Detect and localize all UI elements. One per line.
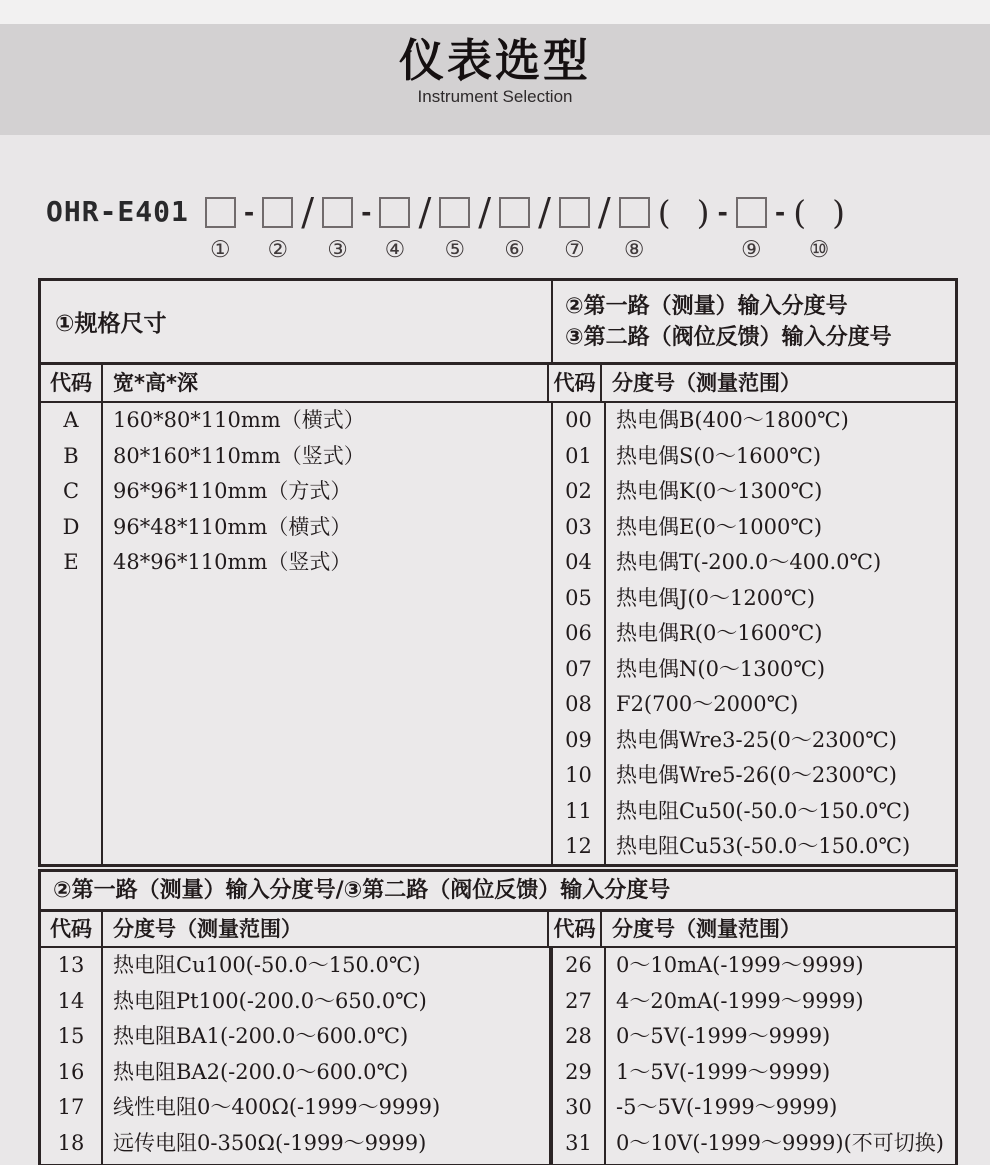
- code-cell: D: [62, 514, 80, 539]
- code-column: [41, 948, 103, 1164]
- code-cell: 02: [565, 479, 592, 503]
- desc-cell: 热电阻Cu100(-50.0～150.0℃): [113, 953, 421, 977]
- model-separator-unit: [717, 191, 727, 266]
- table2-section-header: ②第一路（测量）输入分度号/③第二路（阀位反馈）输入分度号: [41, 872, 955, 912]
- code-cell: 18: [57, 1130, 85, 1155]
- header-input-channels: [553, 281, 955, 362]
- model-box: [559, 197, 590, 228]
- slash-separator: /: [478, 190, 492, 234]
- desc-cell: 热电阻BA2(-200.0～600.0℃): [113, 1059, 409, 1084]
- header-channel1: ②第一路（测量）输入分度号: [565, 293, 848, 319]
- desc-cell: 热电偶E(0～1000℃): [616, 514, 823, 539]
- header-channel2: ③第二路（阀位反馈）输入分度号: [565, 324, 892, 350]
- top-strip: [0, 0, 990, 24]
- desc-cell: 热电偶B(400～1800℃): [616, 408, 849, 432]
- model-box-unit: [205, 191, 236, 266]
- code-cell: 01: [565, 443, 592, 468]
- dash-separator: -: [717, 197, 728, 227]
- circle-label: ⑧: [623, 237, 645, 263]
- input-desc-column: [606, 403, 955, 864]
- circle-label: ③: [327, 237, 348, 263]
- code-cell: 31: [565, 1130, 592, 1155]
- dash-separator: -: [774, 197, 786, 227]
- column-header-code: 代码: [41, 365, 103, 401]
- input-code-column: [553, 403, 606, 864]
- model-box-unit: [559, 191, 590, 266]
- circle-label: ①: [210, 237, 231, 263]
- desc-cell: 1～5V(-1999～9999): [616, 1059, 831, 1084]
- column-header-dimensions: 宽*高*深: [103, 365, 549, 401]
- slash-separator: /: [418, 190, 432, 234]
- desc-cell: 热电偶J(0～1200℃): [616, 585, 816, 610]
- desc-cell: 热电偶K(0～1300℃): [616, 479, 823, 503]
- model-box: [379, 197, 410, 228]
- model-box-unit: [379, 191, 410, 266]
- codes-13-18-section: [41, 948, 553, 1164]
- code-cell: E: [63, 550, 79, 574]
- model-separator-unit: [418, 191, 431, 266]
- model-separator-unit: [244, 191, 254, 266]
- code-cell: 26: [565, 953, 592, 977]
- page-title: 仪表选型: [398, 34, 591, 87]
- desc-cell: -5～5V(-1999～9999): [616, 1095, 838, 1119]
- desc-cell: 0～10V(-1999～9999)(不可切换): [616, 1130, 945, 1155]
- model-prefix: OHR-E401: [46, 195, 189, 228]
- desc-cell: 热电偶Wre3-25(0～2300℃): [616, 727, 897, 752]
- paren-group: [793, 191, 845, 266]
- desc-cell: 热电偶T(-200.0～400.0℃): [616, 550, 882, 574]
- model-box-unit: [439, 191, 470, 266]
- model-separator-unit: [361, 191, 371, 266]
- model-box: [262, 197, 293, 228]
- header-band: [0, 24, 990, 135]
- close-paren: ): [832, 192, 845, 232]
- model-box: [736, 197, 767, 228]
- model-separator-unit: [301, 191, 314, 266]
- code-cell: 29: [565, 1059, 592, 1084]
- model-separator-unit: [478, 191, 491, 266]
- column-header-code: 代码: [41, 912, 103, 946]
- circle-label: ⑩: [808, 237, 830, 263]
- desc-cell: 热电阻Pt100(-200.0～650.0℃): [113, 988, 427, 1013]
- size-code-column: [41, 403, 103, 864]
- desc-cell: 热电偶Wre5-26(0～2300℃): [616, 763, 897, 787]
- open-paren: (: [793, 192, 807, 232]
- table2-data: [41, 948, 955, 1164]
- column-header-range: 分度号（测量范围）: [612, 371, 801, 395]
- code-cell: 14: [57, 988, 85, 1013]
- circle-label: ⑥: [504, 237, 525, 263]
- size-desc-column: [103, 403, 551, 864]
- desc-cell: 96*48*110mm（横式）: [113, 514, 352, 539]
- desc-cell: 80*160*110mm（竖式）: [113, 443, 365, 468]
- code-cell: 13: [57, 953, 85, 977]
- code-cell: 30: [565, 1095, 592, 1119]
- dash-separator: -: [361, 197, 372, 227]
- code-cell: 08: [565, 692, 592, 716]
- code-cell: 10: [565, 763, 592, 787]
- code-cell: 11: [565, 798, 592, 823]
- model-box-unit: [736, 191, 767, 266]
- codes-26-31-section: [553, 948, 955, 1164]
- model-box: [439, 197, 470, 228]
- code-cell: 12: [565, 834, 592, 858]
- size-codes-section: [41, 403, 553, 864]
- desc-cell: 热电偶N(0～1300℃): [616, 656, 826, 681]
- slash-separator: /: [538, 190, 551, 234]
- table1-subheader-row: [41, 365, 955, 403]
- code-cell: 16: [57, 1059, 85, 1084]
- model-separator-unit: [775, 191, 785, 266]
- desc-cell: 96*96*110mm（方式）: [113, 479, 352, 503]
- code-cell: 17: [57, 1095, 85, 1119]
- code-cell: 05: [565, 585, 592, 610]
- input-codes-table-2: [38, 869, 958, 1165]
- code-cell: A: [63, 408, 79, 432]
- desc-cell: 0～5V(-1999～9999): [616, 1024, 831, 1048]
- desc-cell: 热电偶S(0～1600℃): [616, 443, 822, 468]
- table1-data: [41, 403, 955, 864]
- table1-header-row: [41, 281, 955, 365]
- circle-label: ⑤: [444, 237, 466, 263]
- model-box-unit: [619, 191, 650, 266]
- close-paren: ): [696, 192, 710, 232]
- code-cell: B: [63, 443, 79, 468]
- desc-cell: F2(700～2000℃): [616, 692, 799, 716]
- dash-separator: -: [243, 197, 255, 227]
- code-cell: 00: [565, 408, 592, 432]
- model-code-line: [46, 191, 990, 266]
- model-box-unit: [499, 191, 530, 266]
- desc-column: [103, 948, 549, 1164]
- spec-and-input-table: [38, 278, 958, 867]
- code-cell: 03: [565, 514, 592, 539]
- model-box: [205, 197, 236, 228]
- model-separator-unit: [598, 191, 611, 266]
- code-column: [553, 948, 606, 1164]
- model-box: [499, 197, 530, 228]
- desc-cell: 48*96*110mm（竖式）: [113, 550, 352, 574]
- column-header-range: 分度号（测量范围）: [612, 917, 801, 941]
- circle-label: ②: [267, 237, 289, 263]
- paren-group: [658, 191, 710, 266]
- desc-cell: 热电阻Cu50(-50.0～150.0℃): [616, 798, 911, 823]
- model-box-unit: [262, 191, 293, 266]
- desc-cell: 160*80*110mm（横式）: [113, 408, 365, 432]
- model-separator-unit: [538, 191, 551, 266]
- model-box: [322, 197, 353, 228]
- page-subtitle: Instrument Selection: [417, 87, 573, 106]
- slash-separator: /: [301, 190, 315, 234]
- slash-separator: /: [597, 190, 611, 234]
- model-box: [619, 197, 650, 228]
- input-codes-section: [553, 403, 955, 864]
- desc-cell: 热电阻BA1(-200.0～600.0℃): [113, 1024, 409, 1048]
- table2-subheader-row: [41, 912, 955, 948]
- code-cell: 04: [565, 550, 592, 574]
- desc-cell: 远传电阻0-350Ω(-1999～9999): [113, 1130, 427, 1155]
- desc-column: [606, 948, 955, 1164]
- column-header-code: 代码: [549, 365, 602, 401]
- desc-cell: 热电偶R(0～1600℃): [616, 621, 823, 645]
- circle-label: ⑦: [564, 237, 585, 263]
- code-cell: 07: [565, 656, 592, 681]
- code-cell: 15: [57, 1024, 85, 1048]
- code-cell: 27: [565, 988, 592, 1013]
- circle-label: ⑨: [741, 237, 762, 263]
- desc-cell: 线性电阻0～400Ω(-1999～9999): [113, 1095, 441, 1119]
- code-cell: C: [62, 479, 80, 503]
- code-cell: 09: [565, 727, 592, 752]
- desc-cell: 0～10mA(-1999～9999): [616, 953, 864, 977]
- column-header-range: 分度号（测量范围）: [103, 912, 549, 946]
- code-cell: 06: [565, 621, 592, 645]
- desc-cell: 热电阻Cu53(-50.0～150.0℃): [616, 834, 911, 858]
- model-box-unit: [322, 191, 353, 266]
- code-cell: 28: [565, 1024, 592, 1048]
- header-spec-size: ①规格尺寸: [41, 281, 553, 362]
- column-header-code: 代码: [549, 912, 602, 946]
- circle-label: ④: [384, 237, 406, 263]
- open-paren: (: [657, 192, 671, 232]
- desc-cell: 4～20mA(-1999～9999): [616, 988, 864, 1013]
